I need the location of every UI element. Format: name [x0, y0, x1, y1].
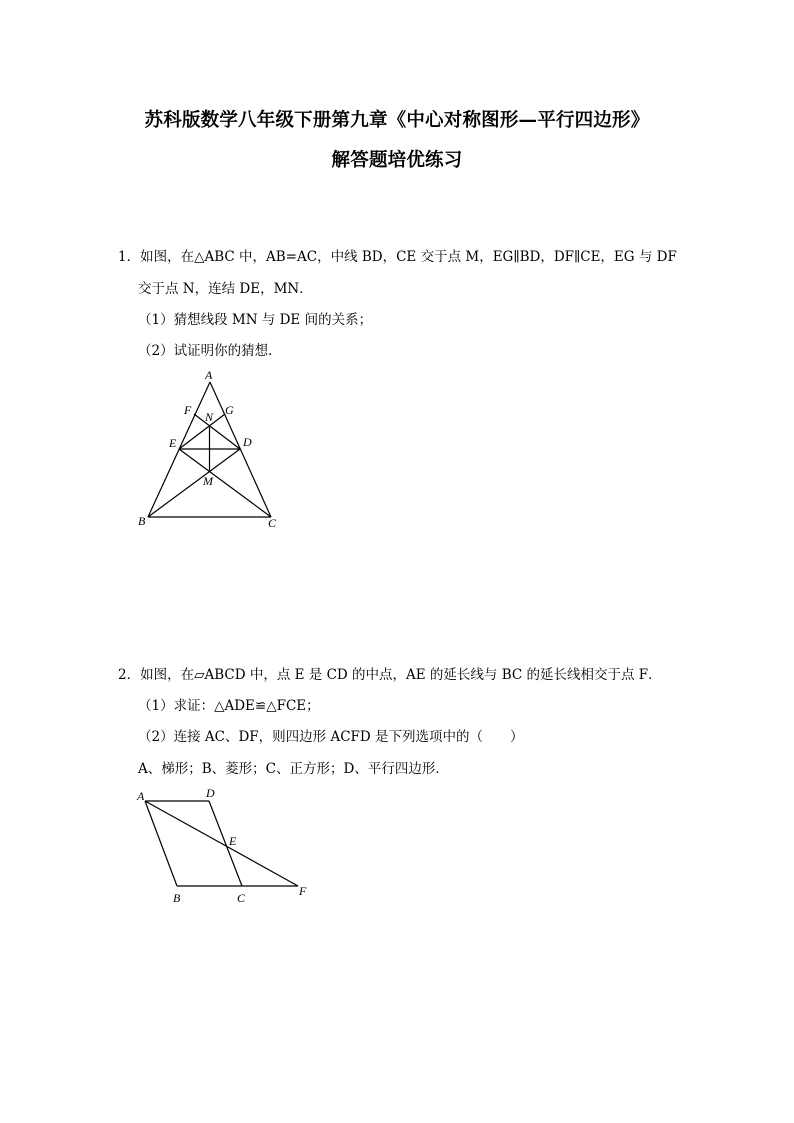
q2-options: A、梯形；B、菱形；C、正方形；D、平行四边形． [138, 761, 449, 777]
segment-af [145, 801, 298, 886]
label-c: C [268, 516, 277, 530]
q1-part1: （1）猜想线段 MN 与 DE 间的关系； [138, 312, 373, 328]
segment-ab [145, 801, 177, 886]
document-subtitle: 解答题培优练习 [331, 150, 463, 171]
label-a: A [205, 368, 213, 382]
segment-ce [179, 449, 271, 517]
segment-bd [148, 449, 240, 517]
q2-figure [130, 780, 320, 910]
document-title: 苏科版数学八年级下册第九章《中心对称图形—平行四边形》 [144, 110, 650, 131]
q1-stem-line1: 1．如图，在△ABC 中，AB=AC，中线 BD，CE 交于点 M，EG∥BD，DF∥CE，EG 与 DF [118, 249, 677, 265]
segment-dc [209, 801, 242, 886]
q2-stem: 2．如图，在▱ABCD 中，点 E 是 CD 的中点，AE 的延长线与 BC 的延长线相交于点 F． [118, 667, 662, 683]
q1-part2: （2）试证明你的猜想． [138, 343, 282, 359]
segment-df [194, 414, 240, 449]
label-c: C [237, 891, 246, 905]
q2-part2: （2）连接 AC、DF，则四边形 ACFD 是下列选项中的（ ） [138, 729, 524, 745]
q1-stem-line2: 交于点 N，连结 DE，MN． [138, 281, 313, 297]
label-b: B [138, 514, 146, 528]
q2-part1: （1）求证：△ADE≌△FCE； [138, 698, 320, 714]
label-n: N [205, 410, 214, 424]
label-f: F [299, 884, 307, 898]
segment-eg [179, 414, 225, 449]
label-e: E [229, 834, 237, 848]
q1-figure [130, 360, 290, 535]
label-b: B [173, 891, 181, 905]
label-d: D [206, 786, 215, 800]
label-g: G [225, 403, 234, 417]
label-e: E [169, 436, 177, 450]
label-f: F [184, 403, 192, 417]
label-d: D [243, 435, 252, 449]
label-a: A [137, 789, 145, 803]
label-m: M [203, 474, 213, 488]
